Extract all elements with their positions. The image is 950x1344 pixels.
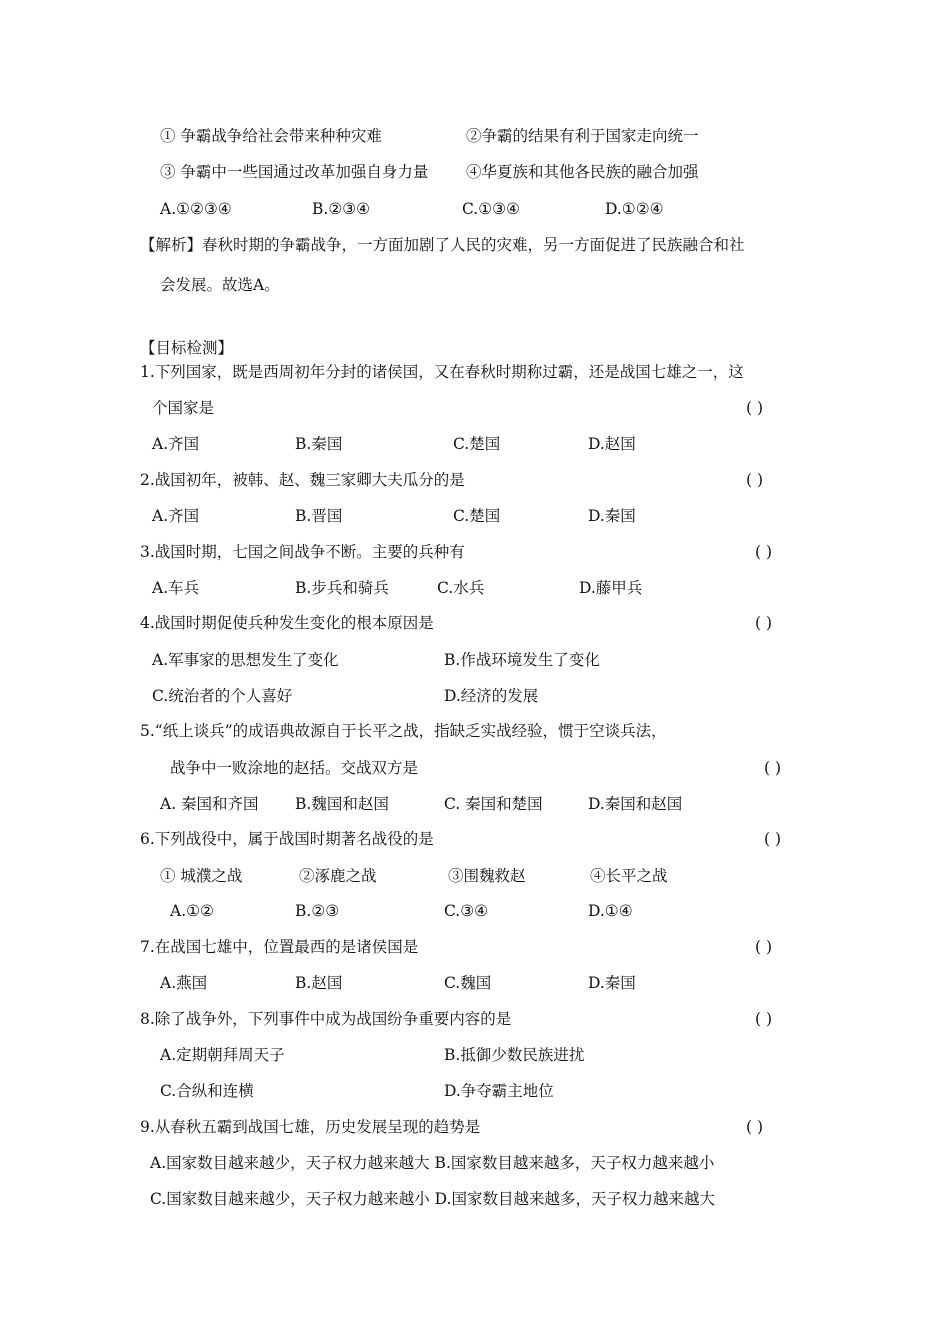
q7-option-a: A.燕国: [160, 974, 208, 992]
question-5-stem-continued: 战争中一败涂地的赵括。交战双方是: [170, 759, 419, 777]
q7-option-d: D.秦国: [588, 974, 636, 992]
q8-option-b: B.抵御少数民族进扰: [444, 1046, 585, 1064]
question-2-stem: 2.战国初年，被韩、赵、魏三家卿大夫瓜分的是: [140, 471, 465, 489]
answer-blank: ( ): [755, 614, 773, 632]
analysis-text-continued: 会发展。故选A。: [160, 276, 280, 294]
q5-option-a: A. 秦国和齐国: [160, 795, 259, 813]
q4-option-d: D.经济的发展: [444, 687, 539, 705]
question-4-stem: 4.战国时期促使兵种发生变化的根本原因是: [140, 614, 434, 632]
q3-option-b: B.步兵和骑兵: [295, 579, 389, 597]
option-statement-2: ②争霸的结果有利于国家走向统一: [466, 127, 699, 145]
answer-blank: ( ): [746, 471, 764, 489]
q1-option-a: A.齐国: [152, 435, 200, 453]
q4-option-b: B.作战环境发生了变化: [444, 651, 600, 669]
question-3-stem: 3.战国时期，七国之间战争不断。主要的兵种有: [140, 543, 465, 561]
question-9-stem: 9.从春秋五霸到战国七雄，历史发展呈现的趋势是: [140, 1118, 481, 1136]
q4-option-a: A.军事家的思想发生了变化: [152, 651, 339, 669]
q3-option-d: D.藤甲兵: [579, 579, 643, 597]
q8-option-c: C.合纵和连横: [160, 1082, 254, 1100]
q2-option-c: C.楚国: [453, 507, 501, 525]
q2-option-d: D.秦国: [588, 507, 636, 525]
q5-option-d: D.秦国和赵国: [588, 795, 683, 813]
q1-option-c: C.楚国: [453, 435, 501, 453]
choice-b: B.②③④: [312, 200, 371, 218]
q6-item-3: ③围魏救赵: [448, 867, 526, 885]
answer-blank: ( ): [764, 830, 782, 848]
q5-option-b: B.魏国和赵国: [295, 795, 389, 813]
question-1-stem: 1.下列国家，既是西周初年分封的诸侯国，又在春秋时期称过霸，还是战国七雄之一，这: [140, 363, 744, 381]
q4-option-c: C.统治者的个人喜好: [152, 687, 293, 705]
q8-option-a: A.定期朝拜周天子: [160, 1046, 285, 1064]
question-6-stem: 6.下列战役中，属于战国时期著名战役的是: [140, 830, 434, 848]
q7-option-b: B.赵国: [295, 974, 343, 992]
option-statement-4: ④华夏族和其他各民族的融合加强: [466, 163, 699, 181]
choice-c: C.①③④: [462, 200, 520, 218]
q8-option-d: D.争夺霸主地位: [444, 1082, 554, 1100]
q6-item-1: ① 城濮之战: [160, 867, 243, 885]
section-title: 【目标检测】: [140, 339, 234, 357]
question-7-stem: 7.在战国七雄中，位置最西的是诸侯国是: [140, 938, 419, 956]
q9-options-ab: A.国家数目越来越少，天子权力越来越大 B.国家数目越来越多，天子权力越来越小: [150, 1154, 715, 1172]
q6-option-d: D.①④: [588, 902, 633, 920]
q9-options-cd: C.国家数目越来越少，天子权力越来越小 D.国家数目越来越多，天子权力越来越大: [150, 1190, 715, 1208]
answer-blank: ( ): [755, 1010, 773, 1028]
q6-item-2: ②涿鹿之战: [299, 867, 377, 885]
q7-option-c: C.魏国: [444, 974, 492, 992]
question-5-stem: 5.“纸上谈兵”的成语典故源自于长平之战，指缺乏实战经验，惯于空谈兵法，: [140, 722, 667, 740]
option-statement-3: ③ 争霸中一些国通过改革加强自身力量: [160, 163, 429, 181]
answer-blank: ( ): [746, 1118, 764, 1136]
q1-option-b: B.秦国: [295, 435, 343, 453]
analysis-text: 【解析】春秋时期的争霸战争，一方面加剧了人民的灾难，另一方面促进了民族融合和社: [140, 236, 745, 254]
q5-option-c: C. 秦国和楚国: [444, 795, 543, 813]
answer-blank: ( ): [746, 399, 764, 417]
answer-blank: ( ): [755, 938, 773, 956]
option-statement-1: ① 争霸战争给社会带来种种灾难: [160, 127, 382, 145]
q1-option-d: D.赵国: [588, 435, 636, 453]
choice-d: D.①②④: [605, 200, 664, 218]
q3-option-c: C.水兵: [437, 579, 485, 597]
q6-option-a: A.①②: [170, 902, 214, 920]
q6-item-4: ④长平之战: [590, 867, 668, 885]
question-8-stem: 8.除了战争外，下列事件中成为战国纷争重要内容的是: [140, 1010, 512, 1028]
q6-option-c: C.③④: [444, 902, 489, 920]
choice-a: A.①②③④: [160, 200, 232, 218]
q6-option-b: B.②③: [295, 902, 340, 920]
q3-option-a: A.车兵: [152, 579, 200, 597]
answer-blank: ( ): [764, 759, 782, 777]
question-1-stem-continued: 个国家是: [152, 399, 215, 417]
q2-option-a: A.齐国: [152, 507, 200, 525]
q2-option-b: B.晋国: [295, 507, 343, 525]
answer-blank: ( ): [755, 543, 773, 561]
